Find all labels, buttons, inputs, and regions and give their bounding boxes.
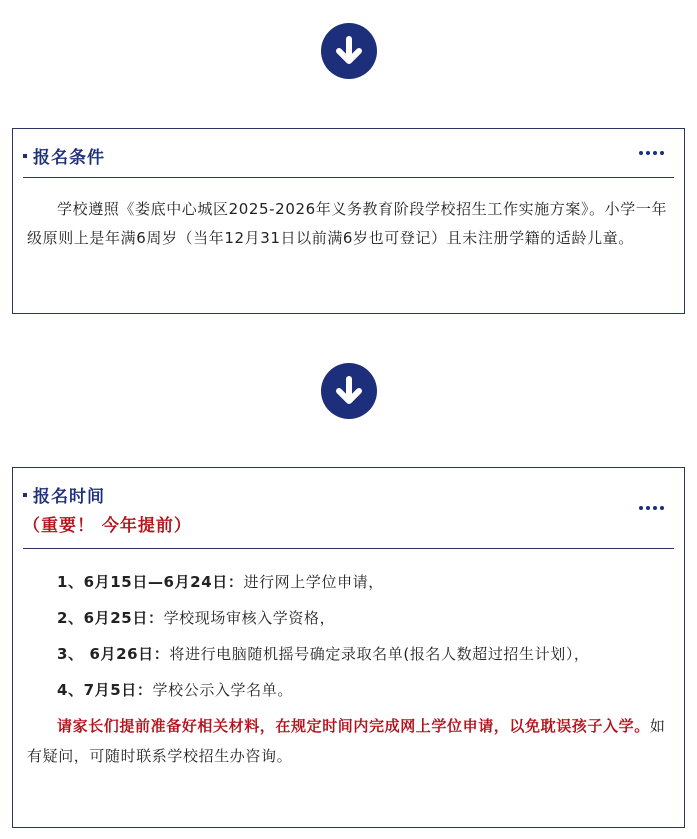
more-dots-icon[interactable] <box>639 151 664 155</box>
conditions-paragraph: 学校遵照《娄底中心城区2025-2026年义务教育阶段学校招生工作实施方案》。小学一年级原则上是年满6周岁（当年12月31日以前满6岁也可登记）且未注册学籍的适龄儿童。 <box>27 200 668 247</box>
item-date: 1、6月15日—6月24日： <box>57 573 244 591</box>
list-item <box>27 567 670 597</box>
item-date: 4、7月5日： <box>57 681 153 699</box>
item-date: 2、6月25日： <box>57 609 164 627</box>
section-enrollment-time <box>12 467 685 828</box>
arrow-down-circle-icon <box>0 363 697 419</box>
section-title: 报名条件 <box>33 148 105 168</box>
notice-highlight: 请家长们提前准备好相关材料，在规定时间内完成网上学位申请，以免耽误孩子入学。 <box>57 717 650 735</box>
list-item <box>27 603 670 633</box>
list-item <box>27 675 670 705</box>
item-text: 学校公示入学名单。 <box>152 681 293 699</box>
notice-text: 如有疑问，可随时联系学校招生办咨询。 <box>27 717 666 765</box>
arrow-down-icon <box>331 33 367 69</box>
section-body <box>13 549 684 771</box>
notice-paragraph <box>27 711 670 771</box>
item-date: 3、 6月26日： <box>57 645 170 663</box>
title-row <box>23 143 105 168</box>
arrow-down-circle-icon <box>0 23 697 79</box>
section-header <box>23 129 674 178</box>
section-header <box>23 468 674 549</box>
section-body <box>13 178 684 253</box>
more-dots-icon[interactable] <box>639 506 664 510</box>
item-text: 将进行电脑随机摇号确定录取名单(报名人数超过招生计划）， <box>169 645 590 663</box>
item-text: 学校现场审核入学资格， <box>163 609 336 627</box>
list-item <box>27 639 670 669</box>
section-enrollment-conditions <box>12 128 685 314</box>
title-row <box>23 482 192 507</box>
arrow-circle <box>321 363 377 419</box>
arrow-circle <box>321 23 377 79</box>
title-block <box>23 482 192 536</box>
item-text: 进行网上学位申请， <box>243 573 384 591</box>
section-subtitle: （重要！ 今年提前） <box>23 516 192 536</box>
title-marker-icon <box>23 493 27 497</box>
title-marker-icon <box>23 154 27 158</box>
section-title: 报名时间 <box>33 487 105 507</box>
arrow-down-icon <box>331 373 367 409</box>
